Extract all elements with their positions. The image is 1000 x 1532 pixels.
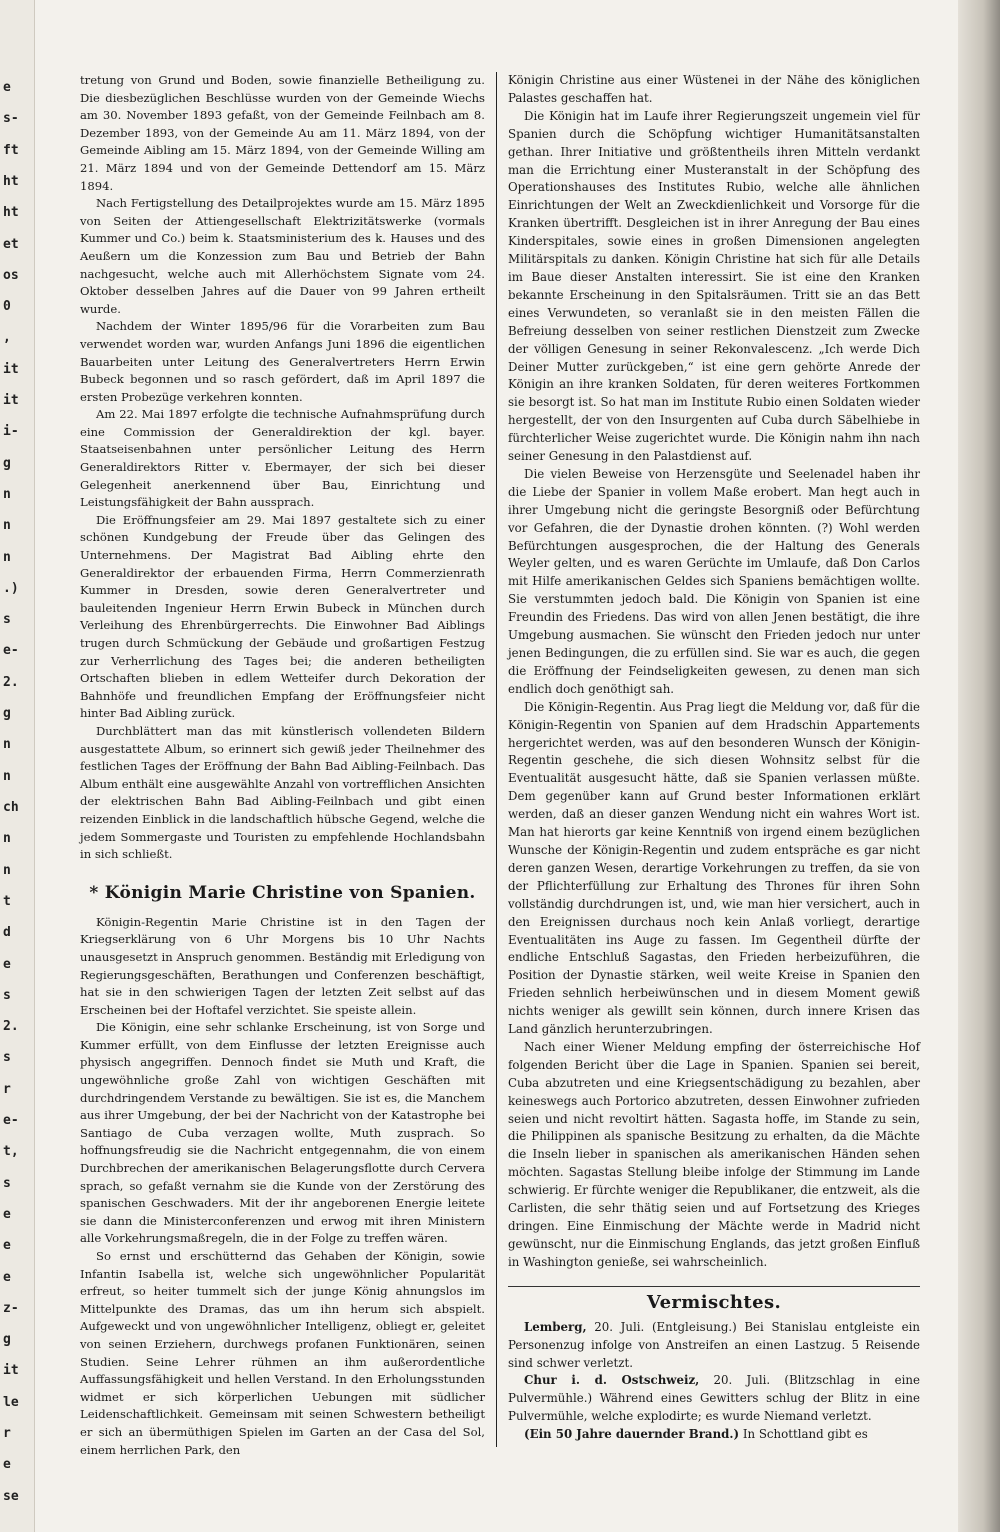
margin-fragment: ht	[3, 205, 19, 221]
news-text: In Schottland gibt es	[739, 1427, 868, 1442]
news-item	[508, 1426, 920, 1444]
margin-fragment: os	[3, 267, 19, 283]
dateline: Lemberg,	[524, 1319, 587, 1334]
margin-fragment: s	[3, 1050, 11, 1066]
margin-fragment: it	[3, 393, 19, 409]
margin-fragment: r	[3, 1426, 11, 1442]
margin-fragment: n	[3, 737, 11, 753]
paragraph: Königin-Regentin Marie Christine ist in den Tagen der Kriegserklärung von 6 Uhr Morgens bis 10 Uhr Nachts unausgesetzt in Anspruch genommen. Beständig mit Erledigung von Regierungsgeschäften, Berathungen und Conferenzen beschäftigt, hat sie in den schwierigen Tagen der letzten Zeit selbst auf das Erscheinen bei der Hoftafel verzichtet. Sie speiste allein.	[80, 914, 485, 1017]
dateline: (Ein 50 Jahre dauernder Brand.)	[524, 1427, 740, 1442]
margin-fragment: s	[3, 612, 11, 628]
binding-shadow	[958, 0, 1000, 1532]
margin-fragment: et	[3, 236, 19, 252]
paragraph: Am 22. Mai 1897 erfolgte die technische Aufnahmsprüfung durch eine Commission der Generaldirektion der kgl. bayer. Staatseisenbahnen unter persönlicher Leitung des Herrn Generaldirektors Ritter v. Ebermayer, der sich bei dieser Gelegenheit anerkennend über Bau, Einrichtung und Leistungsfähigkeit der Bahn aussprach.	[80, 407, 485, 510]
margin-fragment: e	[3, 1238, 11, 1254]
paragraph: So ernst und erschütternd das Gehaben der Königin, sowie Infantin Isabella ist, welche sich ungewöhnlicher Popularität erfreut, so heiter tummelt sich der junge König ahnungslos im Mittelpunkte des Dramas, das um ihn herum sich abspielt. Aufgeweckt und von ungewöhnlicher Intelligenz, obliegt er, geleitet von seinen Erziehern, durchwegs profanen Funktionären, seinen Studien. Seine Lehrer rühmen an ihm außerordentliche Auffassungsfähigkeit und hellen Verstand. In den Erholungsstunden widmet er sich körperlichen Uebungen mit südlicher Leidenschaftlichkeit. Gemeinsam mit seinen Schwestern betheiligt er sich an übermüthigen Spielen im Garten an der Casa del Sol, einem herrlichen Park, den	[80, 1249, 485, 1457]
left-page-edge	[0, 0, 35, 1532]
margin-fragment: ,	[3, 330, 11, 346]
margin-fragment: s	[3, 987, 11, 1003]
dateline: Chur i. d. Ostschweiz,	[524, 1373, 700, 1388]
margin-fragment: z-	[3, 1300, 19, 1316]
margin-fragment: it	[3, 361, 19, 377]
news-text: 20. Juli. (Entgleisung.) Bei Stanislau entgleiste ein Personenzug infolge von Anstreifen an einen Lastzug. 5 Reisende sind schwer verletzt.	[508, 1319, 920, 1370]
margin-fragment: e	[3, 1269, 11, 1285]
margin-fragment: 0	[3, 299, 11, 315]
paragraph: Die Königin hat im Laufe ihrer Regierungszeit ungemein viel für Spanien durch die Schöpfung wichtiger Humanitätsanstalten gethan. Ihrer Initiative und größtentheils ihren Mitteln verdankt man die Errichtung einer Musteranstalt in der Schöpfung des Operationshauses des Institutes Rubio, welche alle ähnlichen Einrichtungen der Welt an Zweckdienlichkeit und Vorsorge für die Kranken übertrifft. Desgleichen ist in ihrer Anregung der Bau eines Kinderspitales, sowie eines in großen Dimensionen angelegten Militärspitals zu danken. Königin Christine hat sich für alle Details im Baue dieser Anstalten interessirt. Sie ist eine den Kranken bekannte Erscheinung in den Spitalsräumen. Tritt sie an das Bett eines Verwundeten, so veranlaßt sie in den meisten Fällen die Befreiung desselben von seiner restlichen Dienstzeit zum Zwecke der völligen Genesung in seiner Rekonvalescenz. „Ich werde Dich Deiner Mutter zurückgeben,“ ist eine gern gehörte Anrede der Königin an ihre kranken Soldaten, für deren weiteres Fortkommen sie besorgt ist. So hat man im Institute Rubio einen Soldaten wieder hergestellt, der von den Insurgenten auf Cuba durch Säbelhiebe in fürchterlicher Weise zugerichtet wurde. Die Königin nahm ihn nach seiner Genesung in den Palastdienst auf.	[508, 108, 920, 464]
margin-fragment: g	[3, 455, 11, 471]
paragraph: Nach Fertigstellung des Detailprojektes wurde am 15. März 1895 von Seiten der Attiengesellschaft Elektrizitätswerke (vormals Kummer und Co.) beim k. Staatsministerium des k. Hauses und des Aeußern um die Konzession zum Bau und Betrieb der Bahn nachgesucht, welche auch mit Allerhöchstem Signate vom 24. Oktober desselben Jahres auf die Dauer von 99 Jahren ertheilt wurde.	[80, 196, 485, 316]
news-item	[508, 1319, 920, 1373]
paragraph: Die Königin-Regentin. Aus Prag liegt die Meldung vor, daß für die Königin-Regentin von Spanien auf dem Hradschin Appartements hergerichtet werden, was auf den besonderen Wunsch der Königin-Regentin geschehe, die sich diesen Wohnsitz selbst für die Eventualität ausgesucht hätte, daß sie Spanien verlassen müßte. Dem gegenüber kann auf Grund bester Informationen erklärt werden, daß an dieser ganzen Wendung nicht ein wahres Wort ist. Man hat hierorts gar keine Kenntniß von irgend einem bezüglichen Wunsche der Königin-Regentin und zudem entspräche es gar nicht deren ganzen Wesen, derartige Vorkehrungen zu treffen, da sie von der Pflichterfüllung zur Erhaltung des Thrones für ihren Sohn vollständig durchdrungen ist, und, wie man hier versichert, auch in den Ereignissen durchaus noch kein Anlaß vorliegt, derartige Eventualitäten ins Auge zu fassen. Im Gegentheil dürfte der endliche Entschluß Sagastas, den Frieden herbeizuführen, die Position der Dynastie stärken, weil weite Kreise in Spanien den Frieden sehnlich herbeiwünschen und in diesem Moment gewiß nichts weniger als gewillt sein können, durch innere Krisen das Land gänzlich herunterzubringen.	[508, 699, 920, 1037]
margin-fragment: e	[3, 956, 11, 972]
margin-fragment: t	[3, 893, 11, 909]
left-column	[80, 72, 485, 1459]
margin-fragment: n	[3, 862, 11, 878]
margin-fragment: i-	[3, 424, 19, 440]
margin-fragment: e	[3, 1457, 11, 1473]
margin-fragment: d	[3, 925, 11, 941]
margin-fragment: n	[3, 518, 11, 534]
paragraph: Die Königin, eine sehr schlanke Erscheinung, ist von Sorge und Kummer erfüllt, von dem Einflusse der letzten Ereignisse auch physisch angegriffen. Dennoch findet sie Muth und Kraft, die ungewöhnliche große Zahl von wichtigen Geschäften mit durchdringendem Verstande zu bewältigen. Sie ist es, die Manchem aus ihrer Umgebung, der bei der Nachricht von der Katastrophe bei Santiago de Cuba verzagen wollte, Muth zusprach. So hoffnungsfreudig sie die Nachricht entgegennahm, die von einem Durchbrechen der amerikanischen Belagerungsflotte durch Cervera sprach, so gefaßt vernahm sie die Kunde von der Zerstörung des spanischen Geschwaders. Mit der ihr angeborenen Energie leitete sie dann die Ministerconferenzen und erwog mit ihren Ministern alle Vorkehrungsmaßregeln, die in der Folge zu treffen wären.	[80, 1020, 485, 1246]
margin-fragment: t,	[3, 1144, 19, 1160]
paragraph: Durchblättert man das mit künstlerisch vollendeten Bildern ausgestattete Album, so erinnert sich gewiß jeder Theilnehmer des festlichen Tages der Eröffnung der Bahn Bad Aibling-Feilnbach. Das Album enthält eine ausgewählte Anzahl von vortrefflichen Ansichten der elektrischen Bahn Bad Aibling-Feilnbach und gibt einen reizenden Einblick in die landschaftlich hübsche Gegend, welche die jedem Sommergaste und Touristen zu empfehlende Hochlandsbahn in sich schließt.	[80, 723, 486, 862]
margin-fragment: e	[3, 1206, 11, 1222]
margin-fragment: g	[3, 1332, 11, 1348]
margin-fragment: it	[3, 1363, 19, 1379]
section-divider	[508, 1286, 920, 1287]
margin-fragment: r	[3, 1081, 11, 1097]
news-text: 20. Juli. (Blitzschlag in eine Pulvermühle.) Während eines Gewitters schlug der Blitz in eine Pulvermühle, welche explodirte; es wurde Niemand verletzt.	[508, 1373, 920, 1424]
margin-fragment: 2.	[3, 1019, 19, 1035]
margin-fragment: n	[3, 486, 11, 502]
paragraph: Die vielen Beweise von Herzensgüte und Seelenadel haben ihr die Liebe der Spanier in vollem Maße erobert. Man hegt auch in ihrer Umgebung nicht die geringste Besorgniß oder Befürchtung vor Gefahren, die der Dynastie drohen könnten. (?) Wohl werden Befürchtungen ausgesprochen, die der Haltung des Generals Weyler gelten, und es waren Gerüchte im Umlaufe, daß Don Carlos mit Hilfe amerikanischen Geldes sich Spaniens bemächtigen wollte. Sie verstummten jedoch bald. Die Königin von Spanien ist eine Freundin des Friedens. Das wird von allen Jenen bestätigt, die ihre Umgebung ausmachen. Sie wünscht den Frieden jedoch nur unter jenen Bedingungen, die zu erfüllen sind. Sie war es auch, die gegen die Eröffnung der Feindseligkeiten gewesen, zu denen man sich endlich doch genöthigt sah.	[508, 466, 920, 696]
article-heading: * Königin Marie Christine von Spanien.	[89, 882, 476, 903]
paragraph: tretung von Grund und Boden, sowie finanzielle Betheiligung zu. Die diesbezüglichen Beschlüsse wurden von der Gemeinde Wiechs am 30. November 1893 gefaßt, von der Gemeinde Feilnbach am 8. Dezember 1893, von der Gemeinde Au am 11. März 1894, von der Gemeinde Aibling am 15. März 1894, von der Gemeinde Willing am 21. März 1894 und von der Gemeinde Dettendorf am 15. März 1894.	[80, 73, 485, 193]
margin-fragment: 2.	[3, 674, 19, 690]
margin-fragment: .)	[3, 580, 19, 596]
news-item	[508, 1372, 920, 1426]
margin-fragment: se	[3, 1488, 19, 1504]
section-heading: Vermischtes.	[646, 1291, 782, 1313]
column-divider	[496, 72, 497, 1447]
margin-fragment: e-	[3, 643, 19, 659]
margin-fragment: ft	[3, 142, 19, 158]
paragraph: Königin Christine aus einer Wüstenei in der Nähe des königlichen Palastes geschaffen hat.	[508, 73, 920, 105]
paragraph: Nachdem der Winter 1895/96 für die Vorarbeiten zum Bau verwendet worden war, wurden Anfangs Juni 1896 die eigentlichen Bauarbeiten unter Leitung des Generalvertreters Herrn Erwin Bubeck begonnen und so rasch gefördert, daß im April 1897 die ersten Probezüge verkehren konnten.	[80, 319, 485, 404]
paragraph: Nach einer Wiener Meldung empfing der österreichische Hof folgenden Bericht über die Lage in Spanien. Spanien sei bereit, Cuba abzutreten und eine Kriegsentschädigung zu bezahlen, aber keineswegs auch Portorico abzutreten, dessen Einwohner zufrieden seien und nicht revoltirt hätten. Sagasta hoffe, im Stande zu sein, die Philippinen als spanische Besitzung zu erhalten, da die Mächte die Inseln lieber in spanischen als amerikanischen Händen sehen möchten. Sagastas Stellung bleibe infolge der Stimmung im Lande schwierig. Er fürchte weniger die Republikaner, die entzweit, als die Carlisten, die sehr thätig seien und auf Fortsetzung des Krieges dringen. Eine Einmischung der Mächte werde in Madrid nicht gewünscht, nur die Einmischung Englands, das jetzt großen Einfluß in Washington genieße, sei wahrscheinlich.	[508, 1039, 920, 1269]
margin-fragment: n	[3, 549, 11, 565]
margin-fragment: n	[3, 768, 11, 784]
margin-fragment: le	[3, 1394, 19, 1410]
right-column	[508, 72, 920, 1444]
margin-fragment: e	[3, 80, 11, 95]
margin-fragment: e-	[3, 1113, 19, 1129]
margin-fragment: ch	[3, 800, 19, 815]
margin-fragment: g	[3, 706, 11, 722]
paragraph: Die Eröffnungsfeier am 29. Mai 1897 gestaltete sich zu einer schönen Kundgebung der Freude über das Gelingen des Unternehmens. Der Magistrat Bad Aibling ehrte den Generaldirektor der erbauenden Firma, Herrn Commerzienrath Kummer in Dresden, sowie deren Generalvertreter und bauleitenden Ingenieur Herrn Erwin Bubeck in München durch Verleihung des Ehrenbürgerrechts. Die Einwohner Bad Aiblings trugen durch Schmückung der Gebäude und großartigen Festzug zur Verherrlichung des Tages bei; die anderen betheiligten Ortschaften blieben in edlem Wetteifer durch Dekoration der Bahnhöfe und freundlichen Empfang der Eröffnungsfeier nicht hinter Bad Aibling zurück.	[80, 512, 485, 721]
margin-fragment: s	[3, 1175, 11, 1191]
margin-fragment: n	[3, 831, 11, 847]
margin-fragment: ht	[3, 173, 19, 189]
margin-fragment: s-	[3, 111, 19, 127]
